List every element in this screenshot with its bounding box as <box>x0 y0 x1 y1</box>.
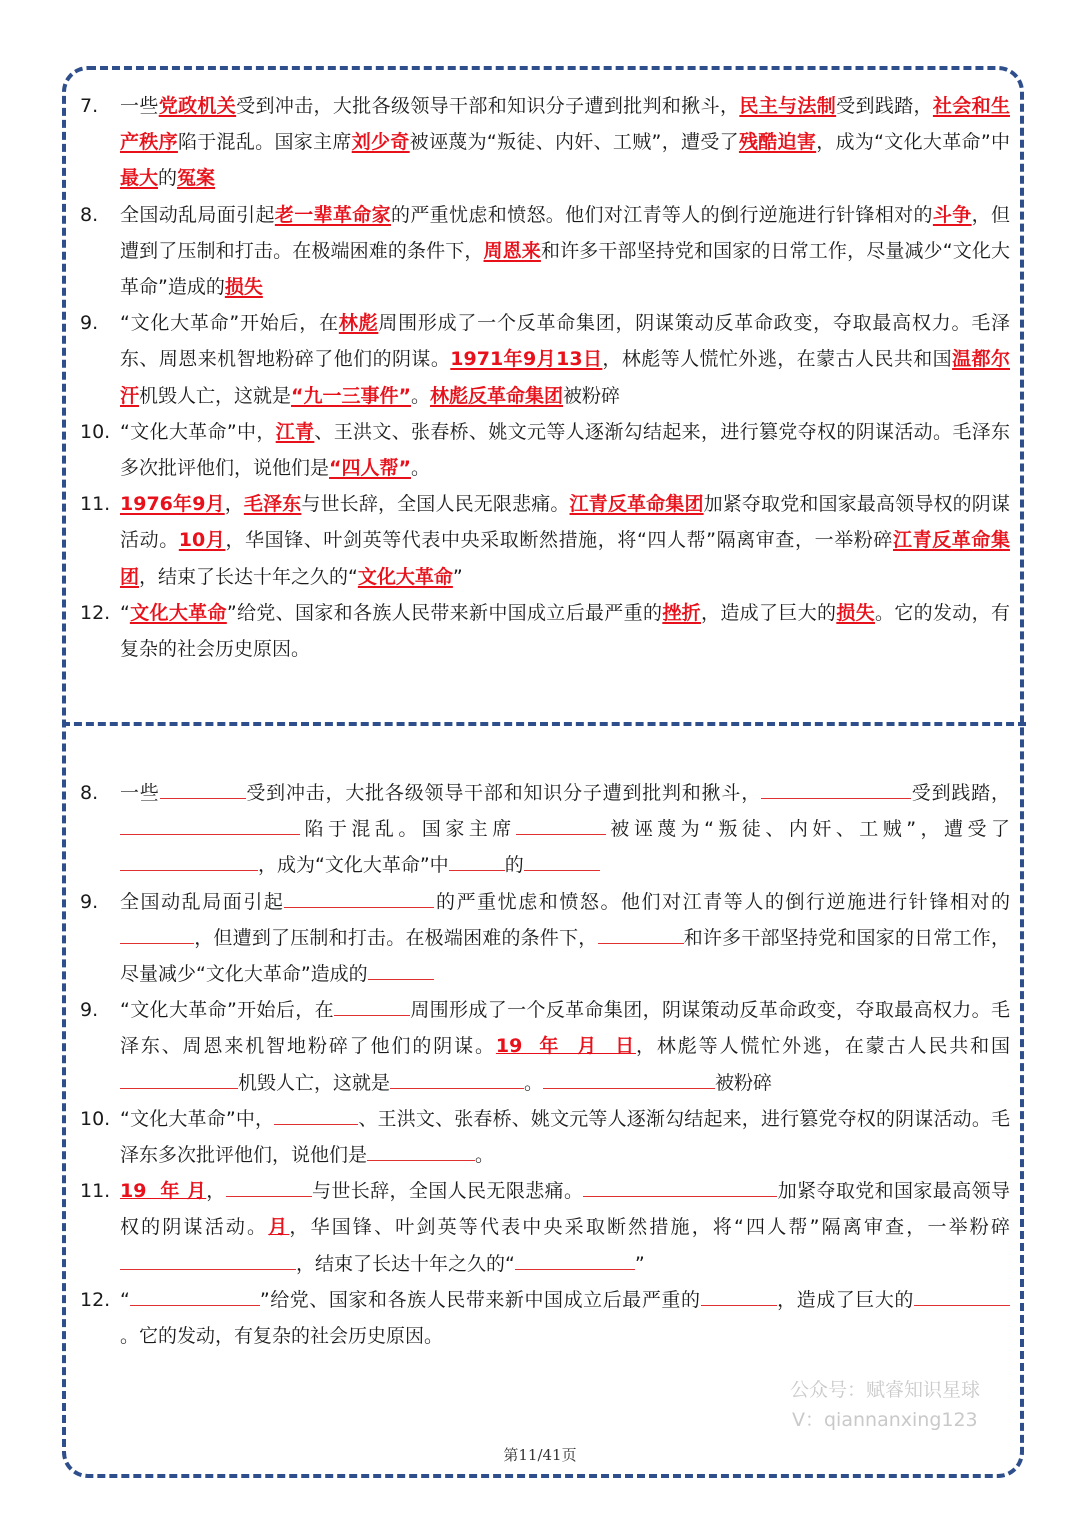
fill-blank <box>449 848 505 871</box>
fill-blank <box>761 776 911 799</box>
text-segment: 与世长辞，全国人民无限悲痛。 <box>311 1180 584 1203</box>
page-number: 第11/41页 <box>503 1446 577 1464</box>
item-text <box>120 486 1010 595</box>
answer-highlight: 10月 <box>178 529 226 552</box>
fill-blank <box>120 848 258 871</box>
item-text <box>120 992 1010 1101</box>
item-number: 12. <box>80 601 111 624</box>
fill-blank <box>368 957 434 980</box>
text-segment: ” <box>634 1252 645 1275</box>
answer-highlight: 残酷迫害 <box>738 131 817 154</box>
answer-highlight: 社会和生产秩序 <box>120 95 1010 154</box>
item-number: 12. <box>80 1288 111 1311</box>
fill-blank <box>274 1102 358 1125</box>
text-segment: 陷于混乱。国家主席 <box>177 131 352 154</box>
answer-highlight: 文化大革命 <box>129 601 227 624</box>
item-text <box>120 884 1010 993</box>
text-segment: ” <box>452 565 463 588</box>
text-segment: ”给党、国家和各族人民带来新中国成立后最严重的 <box>259 1288 701 1311</box>
answer-highlight: 老一辈革命家 <box>274 203 391 226</box>
item-text <box>120 1173 1010 1282</box>
text-segment: 和许多干部坚持党和国家的日常工作，尽量减少“文化大革命”造成的 <box>120 239 1010 299</box>
answer-highlight: 1976年9月 <box>120 493 225 516</box>
text-segment: 一些 <box>120 95 159 117</box>
text-segment: 一些 <box>120 782 160 804</box>
answer-highlight: 林彪 <box>338 312 379 335</box>
item-number: 10. <box>80 1107 111 1130</box>
answer-highlight: 温都尔汗 <box>120 348 1010 407</box>
text-segment: ，成为“文化大革命”中 <box>258 854 449 877</box>
fill-blank <box>701 1283 777 1306</box>
text-segment: 的严重忧虑和愤怒。他们对江青等人的倒行逆施进行针锋相对的 <box>390 203 933 226</box>
fill-blank <box>390 1066 524 1089</box>
text-segment: ，华国锋、叶剑英等代表中央采取断然措施，将“四人帮”隔离审查，一举粉碎 <box>225 529 893 552</box>
fill-blank <box>583 1174 777 1197</box>
answer-highlight: 毛泽东 <box>243 493 302 516</box>
fill-blank <box>515 1247 635 1270</box>
date-hint: 19 年 月 日 <box>495 1035 636 1058</box>
fill-blank <box>130 1283 260 1306</box>
item-text <box>120 197 1010 306</box>
answer-highlight: 冤案 <box>177 167 216 190</box>
answer-highlight: 刘少奇 <box>351 131 410 154</box>
text-segment: 。 <box>411 457 431 480</box>
text-segment: ，华国锋、叶剑英等代表中央采取断然措施，将“四人帮”隔离审查，一举粉碎 <box>289 1216 1010 1239</box>
date-hint: 19 年 月 <box>120 1180 207 1203</box>
answer-section <box>80 88 1010 667</box>
fill-blank <box>120 921 194 944</box>
answer-highlight: 损失 <box>836 601 875 624</box>
fill-blank <box>226 1174 312 1197</box>
text-segment: ， <box>224 493 244 516</box>
text-segment: ，造成了巨大的 <box>776 1288 914 1311</box>
watermark <box>790 1375 980 1435</box>
fill-blank <box>284 885 434 908</box>
answer-highlight: 江青 <box>275 420 315 443</box>
item-number: 10. <box>80 420 111 443</box>
answer-item <box>80 486 1010 595</box>
text-segment: ，林彪等人慌忙外逃，在蒙古人民共和国 <box>635 1035 1010 1058</box>
answer-highlight: 1971年9月13日 <box>450 348 603 371</box>
fill-blank <box>120 1066 238 1089</box>
item-number: 8. <box>80 203 99 226</box>
exercise-section <box>80 775 1010 1354</box>
answer-highlight: 民主与法制 <box>739 95 837 117</box>
text-segment: 。它的发动，有复杂的社会历史原因。 <box>120 601 1010 661</box>
exercise-item <box>80 775 1010 884</box>
answer-highlight: 林彪反革命集团 <box>430 384 564 407</box>
text-segment: 的 <box>158 167 178 190</box>
section-divider <box>62 722 1026 726</box>
answer-highlight: 江青反革命集团 <box>569 493 704 516</box>
text-segment: 周围形成了一个反革命集团，阴谋策动反革命政变，夺取最高权力。毛泽东、周恩来机智地粉碎了他们的阴谋。 <box>120 999 1010 1058</box>
item-text <box>120 595 1010 667</box>
text-segment: “文化大革命”开始后，在 <box>120 312 339 335</box>
fill-blank <box>914 1283 1010 1306</box>
item-text <box>120 88 1010 197</box>
answer-highlight: 文化大革命 <box>357 565 453 588</box>
answer-highlight: 最大 <box>120 167 159 190</box>
item-text <box>120 1101 1010 1173</box>
answer-highlight: “四人帮” <box>329 457 411 480</box>
watermark-account: 公众号：赋睿知识星球 <box>790 1379 981 1401</box>
item-number: 9. <box>80 312 99 335</box>
text-segment: 、王洪文、张春桥、姚文元等人逐渐勾结起来，进行篡党夺权的阴谋活动。毛泽东多次批评他们，说他们是 <box>120 420 1010 480</box>
text-segment: 与世长辞，全国人民无限悲痛。 <box>301 493 570 516</box>
text-segment: “文化大革命”开始后，在 <box>120 999 334 1022</box>
text-segment: 受到践踏， <box>911 782 1010 804</box>
exercise-item <box>80 1173 1010 1282</box>
answer-item <box>80 197 1010 306</box>
text-segment: ， <box>206 1180 226 1203</box>
text-segment: 被诬蔑为“叛徒、内奸、工贼”，遭受了 <box>409 131 739 154</box>
item-number: 9. <box>80 999 99 1022</box>
fill-blank <box>524 848 600 871</box>
text-segment: ，造成了巨大的 <box>700 601 837 624</box>
item-number: 8. <box>80 782 99 804</box>
text-segment: 受到冲击，大批各级领导干部和知识分子遭到批判和揪斗， <box>245 782 761 804</box>
text-segment: “ <box>120 601 130 624</box>
fill-blank <box>160 776 246 799</box>
fill-blank <box>120 1247 296 1270</box>
item-number: 7. <box>80 95 99 117</box>
exercise-item <box>80 1101 1010 1173</box>
text-segment: ”给党、国家和各族人民带来新中国成立后最严重的 <box>226 601 663 624</box>
fill-blank <box>543 1066 715 1089</box>
text-segment: ，但遭到了压制和打击。在极端困难的条件下， <box>120 203 1010 262</box>
text-segment: ，但遭到了压制和打击。在极端困难的条件下， <box>194 926 598 949</box>
item-text <box>120 305 1010 414</box>
text-segment: 。 <box>475 1144 495 1167</box>
text-segment: 。它的发动，有复杂的社会历史原因。 <box>120 1325 444 1348</box>
text-segment: 的严重忧虑和愤怒。他们对江青等人的倒行逆施进行针锋相对的 <box>434 890 1010 913</box>
exercise-item <box>80 992 1010 1101</box>
text-segment: 加紧夺取党和国家最高领导权的阴谋活动。 <box>120 493 1010 552</box>
text-segment: 被诬蔑为“叛徒、内奸、工贼”，遭受了 <box>605 818 1010 841</box>
text-segment: “ <box>120 1288 130 1311</box>
answer-highlight: 江青反革命集团 <box>120 529 1010 588</box>
item-text <box>120 414 1010 486</box>
text-segment: 和许多干部坚持党和国家的日常工作，尽量减少“文化大革命”造成的 <box>120 926 1010 986</box>
text-segment: 全国动乱局面引起 <box>120 203 275 226</box>
fill-blank <box>120 812 300 835</box>
exercise-item <box>80 884 1010 993</box>
text-segment: 被粉碎 <box>563 384 621 407</box>
text-segment: ，结束了长达十年之久的“ <box>296 1252 515 1275</box>
item-text <box>120 1282 1010 1354</box>
exercise-item <box>80 1282 1010 1354</box>
text-segment: “文化大革命”中， <box>120 420 276 443</box>
date-hint: 月 <box>268 1216 290 1239</box>
answer-item <box>80 88 1010 197</box>
text-segment: 被粉碎 <box>715 1071 773 1094</box>
text-segment: 周围形成了一个反革命集团，阴谋策动反革命政变，夺取最高权力。毛泽东、周恩来机智地粉碎了他们的阴谋。 <box>120 312 1010 371</box>
text-segment: 加紧夺取党和国家最高领导权的阴谋活动。 <box>120 1180 1010 1239</box>
item-text <box>120 775 1010 884</box>
fill-blank <box>367 1138 475 1161</box>
text-segment: 机毁人亡，这就是 <box>139 384 292 407</box>
text-segment: ，结束了长达十年之久的“ <box>139 565 358 588</box>
answer-highlight: 周恩来 <box>483 239 541 262</box>
answer-item <box>80 305 1010 414</box>
text-segment: 受到冲击，大批各级领导干部和知识分子遭到批判和揪斗， <box>236 95 740 117</box>
text-segment: ，成为“文化大革命”中 <box>816 131 1010 154</box>
answer-highlight: “九一三事件” <box>291 384 412 407</box>
item-number: 9. <box>80 890 99 913</box>
text-segment: “文化大革命”中， <box>120 1107 275 1130</box>
answer-highlight: 斗争 <box>932 203 972 226</box>
fill-blank <box>598 921 684 944</box>
text-segment: 。 <box>524 1071 544 1094</box>
text-segment: ，林彪等人慌忙外逃，在蒙古人民共和国 <box>602 348 953 371</box>
fill-blank <box>516 812 606 835</box>
text-segment: 机毁人亡，这就是 <box>238 1071 391 1094</box>
item-number: 11. <box>80 1180 111 1203</box>
item-number: 11. <box>80 493 111 516</box>
text-segment: 陷于混乱。国家主席 <box>300 818 516 841</box>
watermark-wechat: V：qiannanxing123 <box>792 1409 978 1431</box>
answer-item <box>80 595 1010 667</box>
text-segment: 、王洪文、张春桥、姚文元等人逐渐勾结起来，进行篡党夺权的阴谋活动。毛泽东多次批评他们，说他们是 <box>120 1107 1010 1167</box>
answer-highlight: 挫折 <box>662 601 701 624</box>
answer-item <box>80 414 1010 486</box>
text-segment: 的 <box>504 854 524 877</box>
text-segment: 。 <box>411 384 431 407</box>
answer-highlight: 党政机关 <box>158 95 237 117</box>
text-segment: 全国动乱局面引起 <box>120 890 285 913</box>
fill-blank <box>334 993 410 1016</box>
answer-highlight: 损失 <box>224 276 263 299</box>
text-segment: 受到践踏， <box>836 95 933 117</box>
